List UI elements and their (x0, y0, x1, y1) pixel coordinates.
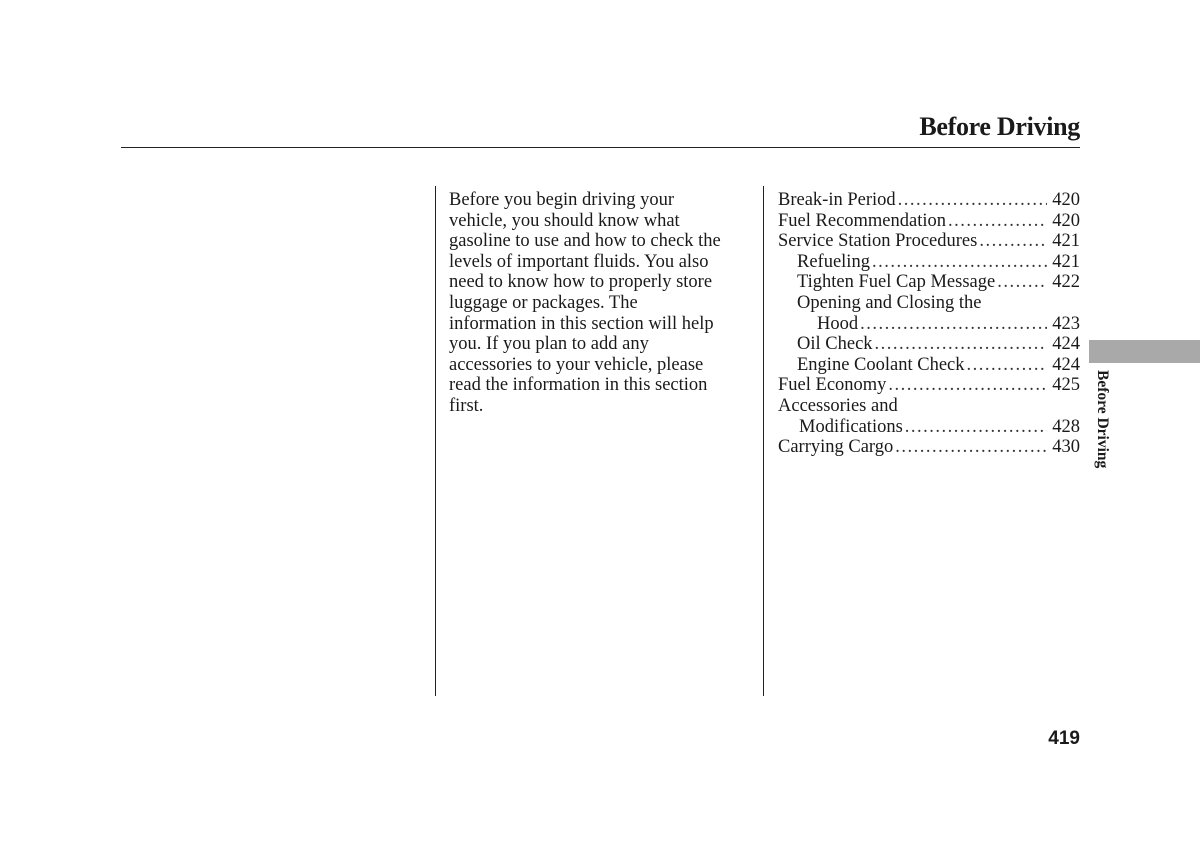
toc-leader-dots (948, 211, 1047, 232)
table-of-contents (778, 190, 1080, 458)
column-divider-left (435, 186, 436, 696)
toc-leader-dots (860, 314, 1047, 335)
intro-line: accessories to your vehicle, please (449, 354, 704, 375)
toc-leader-dots (979, 231, 1047, 252)
intro-line: read the information in this section (449, 375, 708, 396)
title-rule (121, 147, 1080, 148)
toc-entry-fuel-recommendation[interactable] (778, 211, 1080, 232)
toc-entry-engine-coolant-check[interactable] (778, 355, 1080, 376)
toc-leader-dots (895, 437, 1047, 458)
toc-label: Engine Coolant Check (797, 354, 965, 375)
toc-entry-tighten-fuel-cap-message[interactable] (778, 272, 1080, 293)
toc-label: Accessories and (778, 395, 898, 416)
toc-page-number: 424 (1052, 334, 1080, 355)
toc-entry-break-in-period[interactable] (778, 190, 1080, 211)
toc-leader-dots (875, 334, 1048, 355)
toc-page-number: 421 (1052, 251, 1080, 272)
toc-label: Refueling (797, 251, 870, 272)
toc-entry-refueling[interactable] (778, 252, 1080, 273)
toc-label: Hood (817, 313, 859, 334)
intro-line: vehicle, you should know what (449, 210, 680, 231)
intro-line: levels of important fluids. You also (449, 251, 709, 272)
intro-line: need to know how to properly store (449, 272, 713, 293)
toc-entry-carrying-cargo[interactable] (778, 437, 1080, 458)
toc-page-number: 422 (1052, 272, 1080, 293)
toc-label: Carrying Cargo (778, 437, 894, 458)
side-section-label: Before Driving (1094, 370, 1111, 469)
toc-label: Service Station Procedures (778, 231, 978, 252)
page-number: 419 (1048, 728, 1080, 749)
toc-page-number: 421 (1052, 231, 1080, 252)
toc-entry-opening-and-closing[interactable] (778, 293, 1080, 314)
toc-label: Break-in Period (778, 190, 896, 210)
toc-entry-accessories-and[interactable] (778, 396, 1080, 417)
toc-entry-hood[interactable] (778, 314, 1080, 335)
section-title: Before Driving (919, 112, 1080, 141)
toc-label: Opening and Closing the (797, 292, 982, 313)
toc-page-number: 423 (1052, 313, 1080, 334)
toc-page-number: 424 (1052, 354, 1080, 375)
toc-entry-fuel-economy[interactable] (778, 375, 1080, 396)
toc-page-number: 428 (1052, 416, 1080, 437)
toc-page-number: 420 (1052, 190, 1080, 210)
intro-line: you. If you plan to add any (449, 334, 649, 355)
toc-page-number: 430 (1052, 437, 1080, 458)
section-thumb-tab (1089, 340, 1200, 363)
intro-line: first. (449, 395, 484, 416)
column-divider-middle (763, 186, 764, 696)
toc-label: Tighten Fuel Cap Message (797, 272, 996, 293)
toc-leader-dots (888, 375, 1047, 396)
intro-line: luggage or packages. The (449, 292, 638, 313)
intro-paragraph (449, 190, 754, 417)
toc-label: Fuel Economy (778, 375, 887, 396)
intro-line: gasoline to use and how to check the (449, 231, 721, 252)
toc-page-number: 420 (1052, 210, 1080, 231)
intro-line: Before you begin driving your (449, 190, 675, 210)
toc-entry-service-station-procedures[interactable] (778, 231, 1080, 252)
toc-entry-modifications[interactable] (778, 417, 1080, 438)
intro-line: information in this section will help (449, 313, 714, 334)
toc-leader-dots (997, 272, 1047, 293)
toc-leader-dots (905, 417, 1047, 438)
toc-leader-dots (967, 355, 1048, 376)
toc-leader-dots (898, 190, 1048, 211)
toc-entry-oil-check[interactable] (778, 334, 1080, 355)
toc-leader-dots (872, 252, 1047, 273)
toc-page-number: 425 (1052, 375, 1080, 396)
toc-label: Modifications (799, 416, 903, 437)
toc-label: Fuel Recommendation (778, 210, 947, 231)
toc-label: Oil Check (797, 334, 873, 355)
